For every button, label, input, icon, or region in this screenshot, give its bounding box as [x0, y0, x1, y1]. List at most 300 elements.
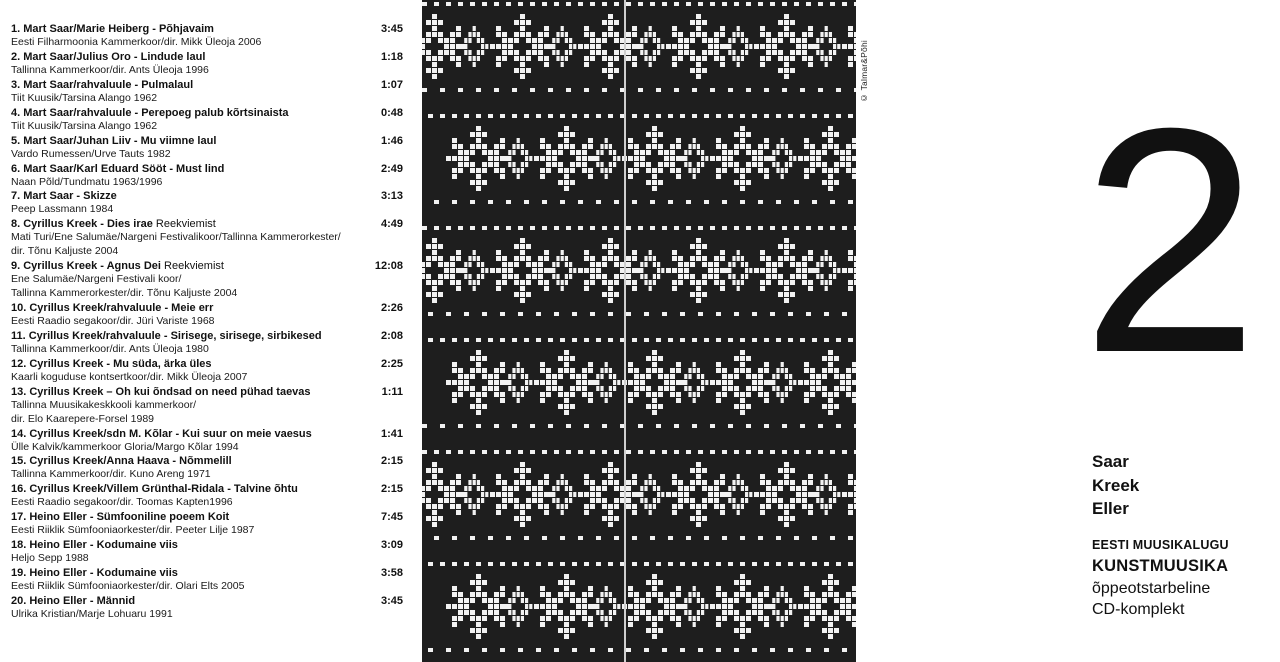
pattern-stitch [678, 480, 683, 485]
pattern-stitch [565, 262, 568, 267]
pattern-stitch [684, 38, 689, 43]
pattern-stitch [572, 312, 577, 316]
pattern-stitch [632, 338, 637, 342]
track-performers: Tallinna Muusikakeskkooli kammerkoor/ dir. Elo Kaarepere-Forsel 1989 [11, 398, 196, 425]
pattern-stitch [552, 156, 557, 161]
pattern-stitch [806, 450, 811, 454]
pattern-stitch [468, 256, 471, 261]
pattern-stitch [540, 380, 545, 385]
pattern-stitch [664, 162, 669, 167]
pattern-stitch [544, 256, 549, 261]
pattern-stitch [816, 156, 821, 161]
pattern-stitch [716, 168, 721, 173]
pattern-stitch [760, 280, 765, 285]
pattern-stitch [734, 598, 739, 603]
track-item [11, 134, 403, 162]
pattern-stitch [848, 536, 853, 540]
track-title [11, 162, 403, 176]
pattern-stitch [728, 386, 733, 391]
pattern-stitch [804, 616, 809, 621]
pattern-stitch [496, 56, 501, 61]
track-performers: Ulrika Kristian/Marje Lohuaru 1991 [11, 607, 173, 620]
pattern-stitch [766, 274, 771, 279]
pattern-stitch [854, 424, 856, 428]
pattern-stitch [609, 392, 612, 397]
pattern-stitch [822, 132, 827, 137]
pattern-stitch [502, 262, 507, 267]
pattern-stitch [456, 26, 461, 31]
pattern-stitch [652, 144, 657, 149]
pattern-stitch [473, 32, 476, 37]
pattern-stitch [768, 604, 771, 609]
pattern-stitch [530, 424, 535, 428]
track-title-text: 10. Cyrillus Kreek/rahvaluule - Meie err [11, 301, 214, 314]
pattern-stitch [482, 628, 487, 633]
pattern-stitch [716, 398, 721, 403]
pattern-stitch [526, 280, 531, 285]
pattern-stitch [476, 138, 481, 143]
pattern-stitch [848, 32, 853, 37]
pattern-stitch [646, 356, 651, 361]
pattern-stitch [740, 628, 745, 633]
track-duration: 2:15 [380, 455, 403, 468]
pattern-stitch [458, 380, 463, 385]
pattern-stitch [776, 562, 781, 566]
pattern-stitch [517, 138, 520, 143]
pattern-stitch [473, 510, 476, 515]
pattern-stitch [525, 610, 528, 615]
pattern-stitch [840, 604, 845, 609]
pattern-stitch [812, 536, 817, 540]
pattern-stitch [428, 338, 433, 342]
pattern-stitch [584, 474, 589, 479]
pattern-stitch [728, 162, 733, 167]
pattern-stitch [428, 114, 433, 118]
track-item [11, 538, 403, 566]
pattern-stitch [816, 274, 819, 279]
pattern-stitch [710, 424, 715, 428]
pattern-stitch [822, 168, 827, 173]
pattern-stitch [670, 144, 675, 149]
pattern-stitch [552, 486, 555, 491]
pattern-stitch [508, 498, 513, 503]
pattern-stitch [664, 604, 669, 609]
pattern-stitch [632, 256, 637, 261]
pattern-stitch [828, 410, 833, 415]
pattern-stitch [576, 150, 581, 155]
pattern-stitch [456, 250, 461, 255]
pattern-stitch [848, 480, 853, 485]
pattern-stitch [710, 450, 715, 454]
pattern-stitch [638, 424, 643, 428]
pattern-stitch [653, 50, 656, 55]
pattern-stitch [561, 474, 564, 479]
pattern-stitch [438, 486, 443, 491]
pattern-stitch [804, 362, 809, 367]
pattern-stitch [740, 574, 745, 579]
pattern-stitch [800, 562, 805, 566]
pattern-stitch [662, 648, 667, 652]
pattern-stitch [614, 200, 619, 204]
pattern-stitch [796, 268, 801, 273]
pattern-stitch [482, 144, 487, 149]
pattern-stitch [776, 610, 779, 615]
pattern-stitch [760, 26, 765, 31]
pattern-stitch [760, 256, 765, 261]
pattern-stitch [605, 368, 608, 373]
pattern-stitch [570, 368, 575, 373]
pattern-stitch [588, 592, 593, 597]
pattern-stitch [570, 580, 575, 585]
pattern-stitch [702, 38, 707, 43]
pattern-stitch [852, 168, 856, 173]
pattern-stitch [644, 50, 647, 55]
pattern-stitch [696, 250, 701, 255]
pattern-stitch [746, 628, 751, 633]
pattern-stitch [652, 410, 657, 415]
pattern-stitch [452, 622, 457, 627]
pattern-stitch [518, 226, 523, 230]
pattern-stitch [526, 504, 531, 509]
pattern-stitch [812, 268, 815, 273]
pattern-stitch [452, 616, 457, 621]
pattern-stitch [770, 648, 775, 652]
pattern-stitch [724, 268, 727, 273]
pattern-stitch [785, 392, 788, 397]
pattern-stitch [566, 2, 571, 6]
pattern-stitch [696, 516, 701, 521]
pattern-stitch [426, 20, 431, 25]
pattern-stitch [561, 56, 564, 61]
pattern-stitch [722, 450, 727, 454]
pattern-stitch [697, 610, 700, 615]
pattern-stitch [653, 274, 656, 279]
pattern-stitch [476, 144, 481, 149]
pattern-stitch [854, 256, 856, 261]
pattern-stitch [834, 628, 839, 633]
pattern-stitch [732, 504, 735, 509]
pattern-stitch [790, 256, 795, 261]
pattern-stitch [640, 44, 643, 49]
pattern-stitch [714, 280, 719, 285]
pattern-stitch [788, 648, 793, 652]
pattern-stitch [477, 56, 480, 61]
pattern-stitch [781, 174, 784, 179]
pattern-stitch [600, 162, 603, 167]
track-item [11, 329, 403, 357]
pattern-stitch [432, 468, 437, 473]
pattern-stitch [558, 180, 563, 185]
pattern-stitch [521, 162, 524, 167]
pattern-stitch [688, 168, 691, 173]
pattern-stitch [658, 386, 663, 391]
pattern-stitch [652, 368, 657, 373]
pattern-stitch [570, 144, 575, 149]
pattern-stitch [450, 480, 455, 485]
pattern-stitch [464, 38, 467, 43]
pattern-stitch [520, 292, 525, 297]
pattern-stitch [470, 450, 475, 454]
pattern-stitch [833, 268, 836, 273]
pattern-stitch [644, 338, 649, 342]
pattern-stitch [514, 32, 519, 37]
pattern-stitch [830, 226, 835, 230]
pattern-stitch [716, 312, 721, 316]
pattern-stitch [662, 2, 667, 6]
pattern-stitch [500, 114, 505, 118]
pattern-stitch [846, 610, 851, 615]
pattern-stitch [608, 462, 613, 467]
pattern-stitch [609, 592, 612, 597]
pattern-stitch [488, 200, 493, 204]
pattern-stitch [781, 586, 784, 591]
pattern-stitch [796, 262, 801, 267]
pattern-stitch [710, 604, 715, 609]
pattern-stitch [658, 392, 663, 397]
pattern-stitch [808, 480, 813, 485]
pattern-stitch [584, 338, 589, 342]
pattern-stitch [746, 580, 751, 585]
track-duration: 2:15 [380, 483, 403, 496]
pattern-stitch [468, 32, 471, 37]
pattern-stitch [661, 268, 664, 273]
pattern-stitch [556, 50, 559, 55]
pattern-stitch [458, 144, 463, 149]
pattern-stitch [848, 114, 853, 118]
pattern-stitch [778, 486, 783, 491]
pattern-stitch [502, 56, 507, 61]
pattern-stitch [693, 138, 696, 143]
pattern-stitch [760, 44, 765, 49]
pattern-stitch [652, 356, 657, 361]
pattern-stitch [741, 50, 744, 55]
pattern-stitch [508, 604, 511, 609]
pattern-stitch [854, 226, 856, 230]
pattern-stitch [716, 648, 721, 652]
pattern-stitch [714, 492, 719, 497]
pattern-stitch [496, 492, 501, 497]
pattern-stitch [752, 156, 757, 161]
pattern-stitch [752, 374, 757, 379]
pattern-stitch [482, 598, 487, 603]
pattern-stitch [514, 68, 519, 73]
pattern-stitch [810, 604, 815, 609]
pattern-stitch [561, 26, 564, 31]
track-title-text: 5. Mart Saar/Juhan Liiv - Mu viimne laul [11, 134, 217, 147]
pattern-stitch [758, 2, 763, 6]
pattern-stitch [650, 200, 655, 204]
pattern-stitch [626, 280, 631, 285]
track-title-text: 13. Cyrillus Kreek – Oh kui õndsad on need pühad taevas [11, 385, 311, 398]
pattern-stitch [822, 150, 827, 155]
pattern-stitch [640, 498, 643, 503]
pattern-stitch [828, 580, 833, 585]
pattern-stitch [512, 114, 517, 118]
pattern-stitch [532, 268, 537, 273]
pattern-stitch [764, 398, 769, 403]
track-item [11, 482, 403, 510]
pattern-stitch [458, 88, 463, 92]
pattern-stitch [653, 56, 656, 61]
pattern-stitch [526, 32, 531, 37]
pattern-stitch [548, 338, 553, 342]
pattern-stitch [602, 280, 607, 285]
pattern-stitch [680, 338, 685, 342]
pattern-stitch [565, 274, 568, 279]
pattern-stitch [517, 168, 520, 173]
pattern-stitch [508, 274, 513, 279]
pattern-stitch [456, 504, 461, 509]
pattern-stitch [596, 498, 601, 503]
pattern-stitch [816, 386, 821, 391]
pattern-stitch [502, 480, 507, 485]
pattern-stitch [776, 162, 779, 167]
pattern-stitch [508, 262, 513, 267]
pattern-stitch [678, 498, 683, 503]
pattern-stitch [834, 168, 839, 173]
pattern-stitch [544, 32, 549, 37]
pattern-stitch [720, 32, 725, 37]
pattern-stitch [808, 256, 813, 261]
pattern-stitch [525, 150, 528, 155]
pattern-stitch [590, 648, 595, 652]
pattern-stitch [674, 450, 679, 454]
pattern-stitch [520, 20, 525, 25]
pattern-stitch [596, 386, 599, 391]
pattern-stitch [697, 386, 700, 391]
pattern-stitch [722, 592, 727, 597]
pattern-stitch [520, 32, 525, 37]
pattern-stitch [676, 168, 681, 173]
track-duration: 2:26 [380, 301, 403, 314]
pattern-stitch [482, 368, 487, 373]
pattern-stitch [806, 2, 811, 6]
pattern-stitch [526, 68, 531, 73]
pattern-stitch [676, 392, 681, 397]
pattern-stitch [596, 150, 599, 155]
pattern-stitch [602, 498, 607, 503]
pattern-stitch [702, 262, 707, 267]
pattern-stitch [702, 244, 707, 249]
pattern-stitch [810, 392, 815, 397]
pattern-stitch [776, 392, 779, 397]
pattern-stitch [634, 392, 639, 397]
track-title [11, 217, 403, 231]
pattern-stitch [846, 156, 851, 161]
pattern-stitch [546, 168, 551, 173]
pattern-stitch [784, 62, 789, 67]
pattern-stitch [772, 162, 775, 167]
pattern-stitch [426, 50, 431, 55]
pattern-stitch [778, 50, 783, 55]
pattern-stitch [609, 168, 612, 173]
pattern-stitch [446, 648, 451, 652]
pattern-stitch [464, 50, 467, 55]
pattern-stitch [770, 2, 775, 6]
pattern-stitch [500, 648, 505, 652]
pattern-stitch [852, 398, 856, 403]
pattern-stitch [508, 150, 511, 155]
pattern-stitch [502, 504, 507, 509]
pattern-stitch [564, 186, 569, 191]
pattern-stitch [737, 504, 740, 509]
pattern-stitch [458, 374, 463, 379]
pattern-stitch [632, 200, 637, 204]
track-title [11, 538, 403, 552]
pattern-stitch [737, 56, 740, 61]
track-duration: 1:41 [380, 427, 403, 440]
pattern-stitch [614, 274, 619, 279]
pattern-stitch [734, 404, 739, 409]
pattern-stitch [822, 368, 827, 373]
pattern-stitch [520, 74, 525, 79]
pattern-stitch [626, 492, 631, 497]
pattern-stitch [696, 238, 701, 243]
pattern-stitch [722, 368, 727, 373]
pattern-stitch [456, 510, 461, 515]
pattern-stitch [592, 604, 595, 609]
track-title-text: 4. Mart Saar/rahvaluule - Perepoeg palub kõrtsinaista [11, 106, 289, 119]
pattern-stitch [764, 586, 769, 591]
pattern-stitch [697, 162, 700, 167]
pattern-stitch [596, 114, 601, 118]
pattern-stitch [514, 292, 519, 297]
pattern-stitch [602, 68, 607, 73]
pattern-stitch [693, 392, 696, 397]
pattern-stitch [532, 262, 537, 267]
pattern-stitch [578, 450, 583, 454]
pattern-stitch [456, 62, 461, 67]
pattern-stitch [816, 598, 821, 603]
pattern-stitch [657, 486, 660, 491]
pattern-stitch [596, 610, 599, 615]
pattern-stitch [720, 504, 725, 509]
pattern-stitch [816, 38, 819, 43]
pattern-stitch [781, 362, 784, 367]
pattern-stitch [546, 610, 551, 615]
pattern-stitch [728, 380, 733, 385]
pattern-stitch [570, 598, 575, 603]
pattern-stitch [657, 50, 660, 55]
pattern-stitch [570, 168, 575, 173]
pattern-stitch [584, 256, 589, 261]
pattern-stitch [481, 50, 484, 55]
pattern-stitch [582, 368, 587, 373]
pattern-stitch [508, 386, 511, 391]
pattern-stitch [828, 586, 833, 591]
pattern-stitch [450, 262, 455, 267]
pattern-stitch [784, 298, 789, 303]
pattern-stitch [690, 516, 695, 521]
pattern-stitch [582, 374, 587, 379]
pattern-stitch [784, 474, 789, 479]
track-performers: Mati Turi/Ene Salumäe/Nargeni Festivalikoor/Tallinna Kammerorkester/ dir. Tõnu Kaljuste 2004 [11, 231, 341, 258]
pattern-stitch [670, 374, 675, 379]
pattern-stitch [546, 386, 551, 391]
pattern-stitch [818, 2, 823, 6]
pattern-stitch [588, 362, 593, 367]
pattern-stitch [652, 628, 657, 633]
pattern-stitch [432, 32, 437, 37]
pattern-stitch [828, 126, 833, 131]
pattern-stitch [806, 312, 811, 316]
pattern-stitch [464, 262, 467, 267]
pattern-stitch [494, 610, 499, 615]
track-item [11, 454, 403, 482]
pattern-stitch [710, 2, 715, 6]
pattern-stitch [764, 392, 769, 397]
pattern-stitch [737, 510, 740, 515]
